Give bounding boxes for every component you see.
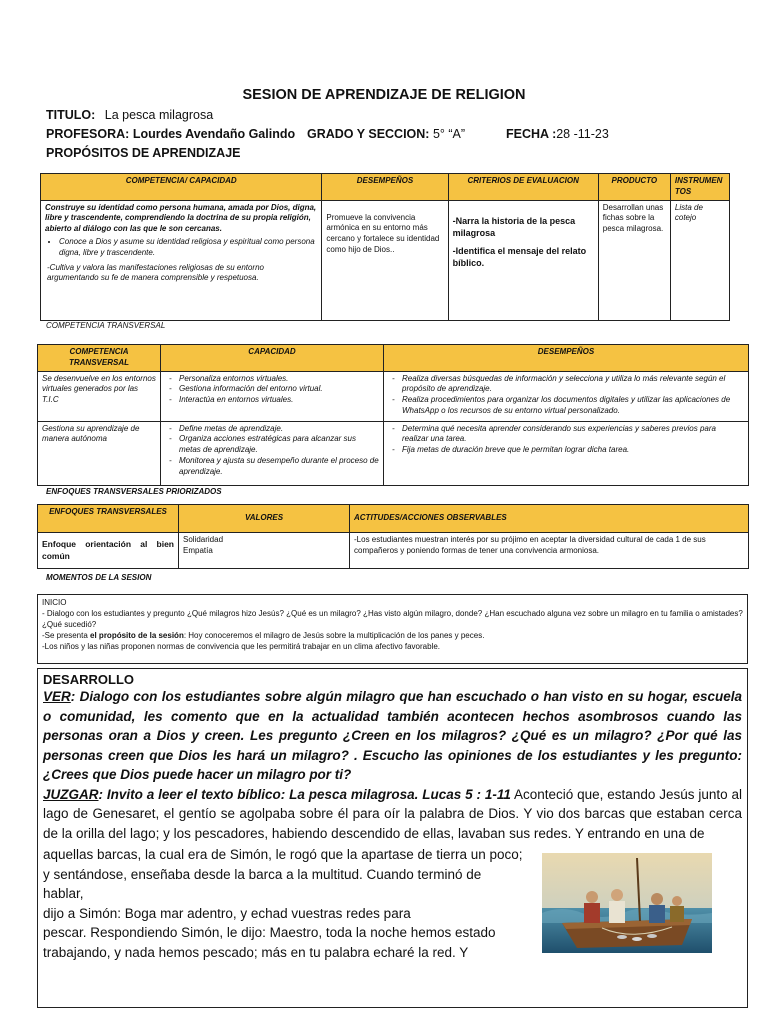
juzgar-line-2: y sentándose, enseñaba desde la barca a la multitud. Cuando terminó de hablar, [43, 866, 482, 901]
profesora-value: Lourdes Avendaño Galindo [132, 127, 296, 141]
inicio-line-2-prefix: -Se presenta [42, 631, 91, 640]
th-criterios: CRITERIOS DE EVALUACION [448, 174, 598, 201]
label-competencia-transversal: COMPETENCIA TRANSVERSAL [46, 321, 166, 330]
th-producto: PRODUCTO [598, 174, 670, 201]
instrumento-cell: Lista de cotejo [670, 200, 729, 320]
inicio-line-2 [42, 630, 743, 641]
profesora-line [46, 127, 295, 141]
t2-row2-cap-3: - Monitorea y ajusta su desempeño durante el proceso de aprendizaje. [179, 456, 379, 478]
inicio-line-1: - Dialogo con los estudiantes y pregunto ¿Qué milagros hizo Jesús? ¿Qué es un milagro? ¿Has visto algún milagro, donde? ¿Han escuchado alguna vez sobre un milagro en tu familia o amistades? ¿Qué sucedió? [42, 609, 743, 629]
th2-desempenos: DESEMPEÑOS [384, 345, 749, 372]
juzgar-label: JUZGAR [43, 786, 99, 802]
desempeno-cell: Promueve la convivencia armónica en su entorno más cercano y fortalece su identidad como hijo de Dios.. [322, 200, 448, 320]
inicio-line-2-bold: el propósito de la sesión [90, 631, 184, 640]
competencia-bullet-2: -Cultiva y valora las manifestaciones religiosas de su entorno argumentando su fe de manera comprensible y respetuosa. [47, 262, 264, 283]
ver-label: VER [43, 689, 71, 704]
valor-1: Solidaridad [183, 535, 224, 544]
producto-cell: Desarrollan unas fichas sobre la pesca milagrosa. [598, 200, 670, 320]
juzgar-line-3: dijo a Simón: Boga mar adentro, y echad vuestras redes para [43, 905, 411, 921]
t2-row2-des-1: - Determina qué necesita aprender considerando sus experiencias y saberes previos para realizar una tarea. [402, 424, 744, 446]
t2-row1-cap-2: - Gestiona información del entorno virtual. [179, 384, 379, 395]
t2-row1-des-2: - Realiza procedimientos para organizar los documentos digitales y utilizar las aplicaciones de WhatsApp o los recursos de su entorno virtual personalizado. [402, 395, 744, 417]
titulo-label: TITULO: [46, 108, 96, 122]
juzgar-line-5: trabajando, y nada hemos pescado; más en tu palabra echaré la red. Y [43, 944, 469, 960]
inicio-line-3: -Los niños y las niñas proponen normas de convivencia que les permitirá trabajar en un clima afectivo favorable. [42, 642, 440, 651]
th3-enfoques: ENFOQUES TRANSVERSALES [38, 505, 179, 533]
juzgar-line-1: aquellas barcas, la cual era de Simón, le rogó que la apartase de tierra un poco; [43, 847, 523, 862]
page-title: SESION DE APRENDIZAJE DE RELIGION [242, 87, 526, 103]
label-enfoques: ENFOQUES TRANSVERSALES PRIORIZADOS [46, 487, 222, 496]
juzgar-bold: : Invito a leer el texto bíblico: La pesca milagrosa. Lucas 5 : 1-11 [98, 786, 511, 802]
th-competencia: COMPETENCIA/ CAPACIDAD [41, 174, 322, 201]
competencia-main: Construye su identidad como persona humana, amada por Dios, digna, libre y trascendente, comprendiendo la doctrina de su propia religión, abierto al diálogo con las que le son cercanas. [45, 202, 317, 234]
juzgar-text: Aconteció que, estando Jesús junto al lago de Genesaret, el gentío se agolpaba sobre él para oír la palabra de Dios. Y vio dos barcas que estaban cerca de la orilla del lago; y los pescadores, habiendo descendido de ellas, lavaban sus redes. Y entrando en una de [43, 786, 742, 841]
fecha-line [506, 127, 609, 141]
criterio-2: -Identifica el mensaje del relato bíblico. [452, 245, 587, 269]
t2-row1-desempenos [384, 371, 749, 421]
ver-text: : Dialogo con los estudiantes sobre algún milagro que han escuchado o han visto en su hogar, escuela o comunidad, les comento que en la actualidad también acontecen hechos asombrosos cuando las personas oran a Dios y creen. Les pregunto ¿Creen en los milagros? ¿Qué es un milagro? ¿Por qué las personas creen que Dios les hará un milagro? . Escucho las opiniones de los estudiantes y les pregunto: ¿Crees que Dios puede hacer un milagro por ti? [43, 689, 742, 782]
grado-line [307, 127, 465, 141]
grado-label: GRADO Y SECCION: [307, 127, 430, 141]
fecha-value: 28 -11-23 [556, 127, 609, 141]
criterios-cell [448, 200, 598, 320]
competencia-bullet-1: • Conoce a Dios y asume su identidad religiosa y espiritual como persona digna, libre y trascendente. [59, 237, 317, 259]
th3-valores: VALORES [179, 505, 350, 533]
valores-cell [179, 533, 350, 569]
t2-row2-competencia: Gestiona su aprendizaje de manera autónoma [38, 421, 161, 485]
t2-row1-cap-1: - Personaliza entornos virtuales. [179, 374, 379, 385]
criterio-1: -Narra la historia de la pesca milagrosa [452, 215, 576, 238]
label-momentos: MOMENTOS DE LA SESION [46, 573, 152, 582]
t2-row2-capacidad [161, 421, 384, 485]
th2-capacidad: CAPACIDAD [161, 345, 384, 372]
th-desempenos: DESEMPEÑOS [322, 174, 448, 201]
titulo-line [46, 108, 213, 122]
t2-row1-cap-3: - Interactúa en entornos virtuales. [179, 395, 379, 406]
ver-paragraph [43, 687, 742, 785]
transversal-table [37, 344, 749, 486]
desarrollo-box [37, 668, 748, 1008]
t2-row2-desempenos [384, 421, 749, 485]
th-instrumentos: INSTRUMENTOS [670, 174, 729, 201]
enfoques-table [37, 504, 749, 569]
t2-row2-des-2: - Fija metas de duración breve que le permitan lograr dicha tarea. [402, 445, 744, 456]
competencia-table [40, 173, 730, 321]
juzgar-paragraph [43, 785, 742, 844]
miraculous-catch-illustration [542, 853, 712, 953]
actitudes-cell: -Los estudiantes muestran interés por su prójimo en aceptar la diversidad cultural de cada 1 de sus compañeros y poniendo formas de tener una convivencia armoniosa. [350, 533, 749, 569]
profesora-label: PROFESORA: [46, 127, 130, 141]
juzgar-line-4: pescar. Respondiendo Simón, le dijo: Maestro, toda la noche hemos estado [43, 925, 496, 940]
fecha-label: FECHA : [506, 127, 557, 141]
enfoque-cell: Enfoque orientación al bien común [38, 533, 179, 569]
propositos-heading: PROPÓSITOS DE APRENDIZAJE [46, 146, 241, 160]
inicio-line-2-rest: : Hoy conoceremos el milagro de Jesús sobre la multiplicación de los panes y peces. [183, 631, 485, 640]
juzgar-continued [43, 843, 523, 962]
t2-row1-capacidad [161, 371, 384, 421]
competencia-cell [41, 200, 322, 320]
desarrollo-label: DESARROLLO [43, 672, 134, 687]
inicio-box [37, 594, 748, 664]
th2-competencia: COMPETENCIA TRANSVERSAL [38, 345, 161, 372]
t2-row1-des-1: - Realiza diversas búsquedas de información y selecciona y utiliza lo más relevante según el propósito de aprendizaje. [402, 374, 744, 396]
t2-row2-cap-2: - Organiza acciones estratégicas para alcanzar sus metas de aprendizaje. [179, 434, 379, 456]
t2-row2-cap-1: - Define metas de aprendizaje. [179, 424, 379, 435]
grado-value: 5° “A” [432, 127, 466, 141]
titulo-value: La pesca milagrosa [104, 108, 214, 122]
t2-row1-competencia: Se desenvuelve en los entornos virtuales generados por las T.I.C [38, 371, 161, 421]
th3-actitudes: ACTITUDES/ACCIONES OBSERVABLES [350, 505, 749, 533]
valor-2: Empatía [183, 545, 213, 555]
inicio-label: INICIO [42, 598, 67, 607]
